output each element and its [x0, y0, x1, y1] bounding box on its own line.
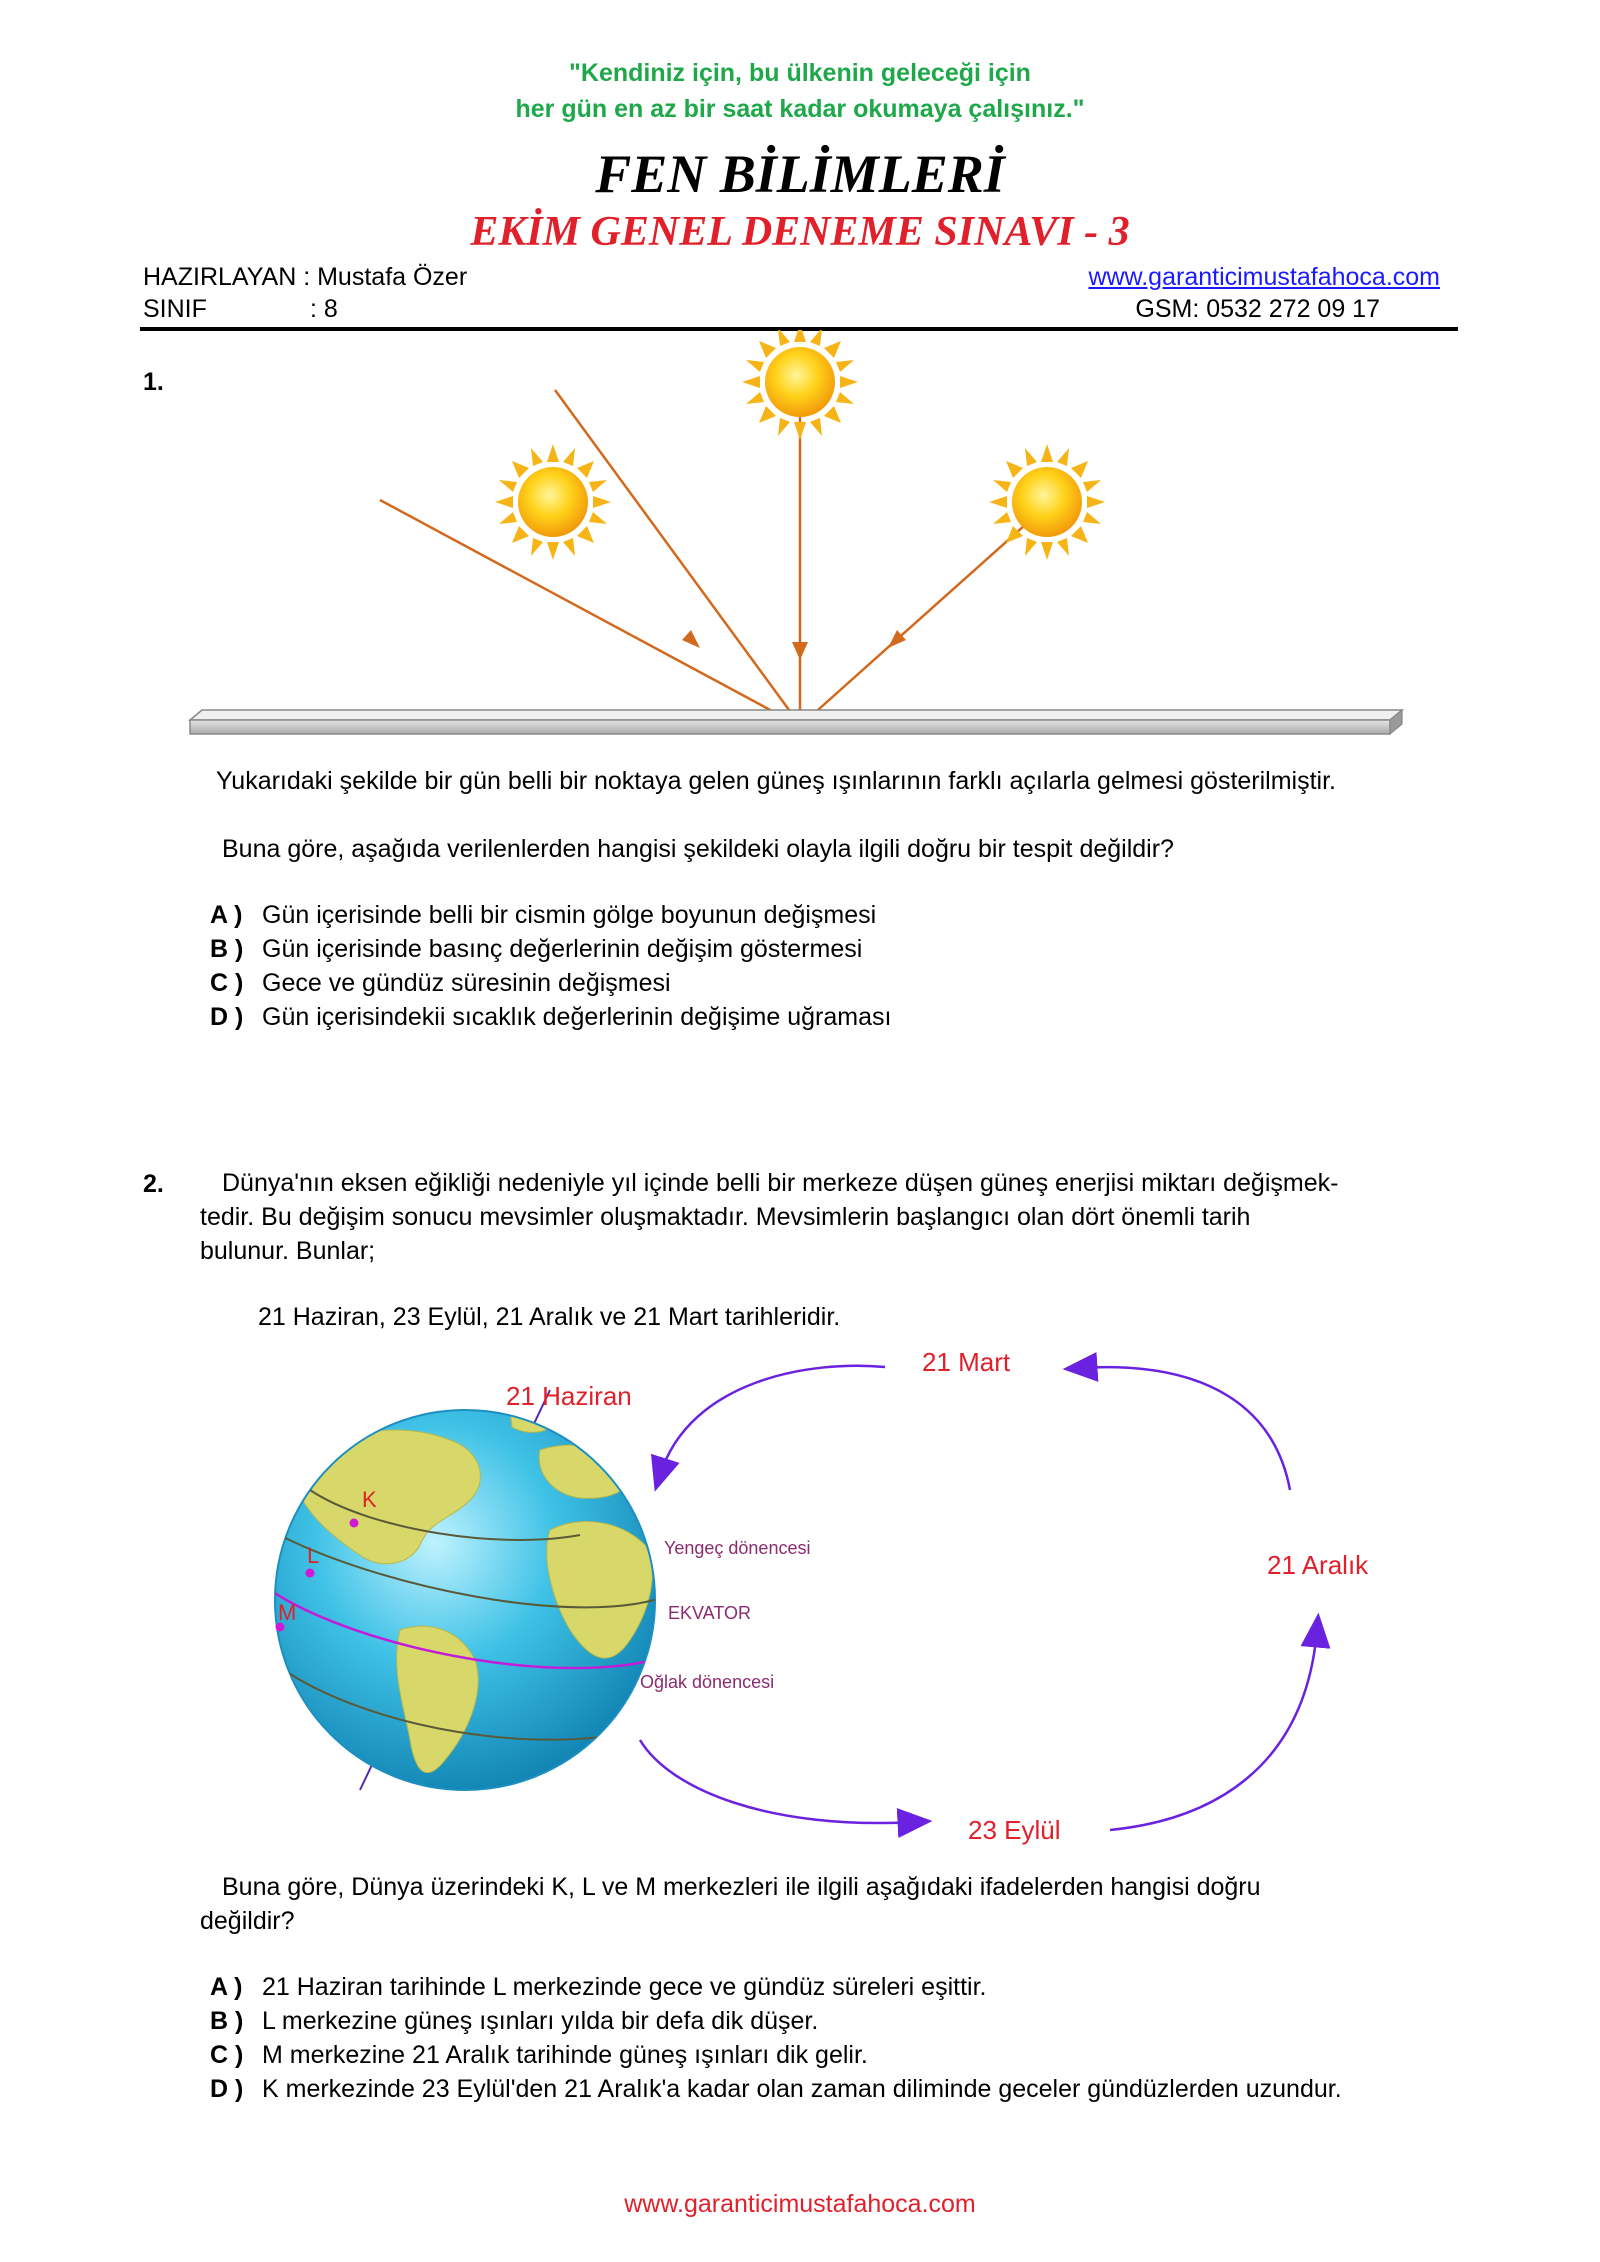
point-k-marker: [350, 1519, 359, 1528]
question-2-text-line-3: bulunur. Bunlar;: [200, 1237, 376, 1265]
question-1-text: Yukarıdaki şekilde bir gün belli bir noktaya gelen güneş ışınlarının farklı açılarla gelmesi gösterilmiştir.: [216, 767, 1336, 795]
ground-board: [190, 720, 1390, 734]
ray-arrowheads: [682, 630, 906, 660]
exam-subtitle: EKİM GENEL DENEME SINAVI - 3: [470, 209, 1130, 255]
label-equator: EKVATOR: [668, 1603, 752, 1623]
label-23-eylul: 23 Eylül: [968, 1815, 1061, 1845]
q1-option-a[interactable]: A ) Gün içerisinde belli bir cismin gölge boyunun değişmesi: [210, 901, 877, 929]
seasons-diagram: [250, 1330, 1420, 1890]
point-l-marker: [306, 1569, 315, 1578]
label-21-mart: 21 Mart: [922, 1347, 1011, 1377]
ground-board-top: [190, 710, 1402, 720]
sun-icon-left: [495, 444, 611, 560]
page-title: FEN BİLİMLERİ: [595, 144, 1005, 204]
q2-option-a[interactable]: A ) 21 Haziran tarihinde L merkezinde gece ve gündüz süreleri eşittir.: [210, 1973, 987, 2001]
author-label: HAZIRLAYAN : Mustafa Özer: [143, 263, 468, 291]
q1-option-c[interactable]: C ) Gece ve gündüz süresinin değişmesi: [210, 969, 671, 997]
sun-rays: [380, 385, 1053, 726]
label-point-m: M: [278, 1600, 297, 1625]
label-tropic-cancer: Yengeç dönencesi: [664, 1538, 811, 1558]
q2-option-c[interactable]: C ) M merkezine 21 Aralık tarihinde güneş ışınları dik gelir.: [210, 2041, 868, 2069]
motto-line-1: "Kendiniz için, bu ülkenin geleceği için: [569, 59, 1031, 87]
arrow-haziran-to-eylul: [640, 1740, 915, 1823]
label-21-haziran: 21 Haziran: [506, 1381, 632, 1411]
question-1-prompt: Buna göre, aşağıda verilenlerden hangisi şekildeki olayla ilgili doğru bir tespit değildir?: [222, 835, 1174, 863]
sun-rays-figure: [180, 330, 1420, 750]
question-1-number: 1.: [143, 368, 164, 396]
question-2-text-line-1: Dünya'nın eksen eğikliği nedeniyle yıl içinde belli bir merkeze düşen güneş enerjisi miktarı değişmek-: [222, 1169, 1339, 1197]
question-2-prompt-line-1: Buna göre, Dünya üzerindeki K, L ve M merkezleri ile ilgili aşağıdaki ifadelerden hangisi doğru: [222, 1873, 1261, 1901]
sun-icon-right: [989, 444, 1105, 560]
label-tropic-capricorn: Oğlak dönencesi: [640, 1672, 775, 1692]
arrow-eylul-to-aralik: [1110, 1630, 1317, 1830]
website-link[interactable]: [1088, 262, 1440, 292]
question-2-text-line-2: tedir. Bu değişim sonucu mevsimler oluşmaktadır. Mevsimlerin başlangıcı olan dört önemli tarih: [200, 1203, 1251, 1231]
arrow-mart-to-haziran: [660, 1366, 885, 1475]
phone-number: GSM: 0532 272 09 17: [1135, 295, 1380, 323]
q2-option-d[interactable]: D ) K merkezinde 23 Eylül'den 21 Aralık'a kadar olan zaman diliminde geceler gündüzlerden uzundur.: [210, 2075, 1342, 2103]
website-link-text[interactable]: www.garanticimustafahoca.com: [1088, 263, 1440, 291]
footer-website[interactable]: www.garanticimustafahoca.com: [624, 2190, 976, 2218]
sun-icon-top: [742, 330, 858, 440]
ray-vertical: [555, 390, 800, 725]
q1-option-b[interactable]: B ) Gün içerisinde basınç değerlerinin değişim göstermesi: [210, 935, 863, 963]
question-2-dates: 21 Haziran, 23 Eylül, 21 Aralık ve 21 Mart tarihleridir.: [258, 1303, 841, 1331]
class-label: SINIF: [143, 295, 207, 323]
label-point-k: K: [362, 1487, 377, 1512]
class-value: : 8: [310, 295, 338, 323]
motto-line-2: her gün en az bir saat kadar okumaya çalışınız.": [515, 95, 1085, 123]
label-point-l: L: [307, 1543, 320, 1568]
q1-option-d[interactable]: D ) Gün içerisindekii sıcaklık değerlerinin değişime uğraması: [210, 1003, 892, 1031]
question-2-prompt-line-2: değildir?: [200, 1907, 295, 1935]
q2-option-b[interactable]: B ) L merkezine güneş ışınları yılda bir defa dik düşer.: [210, 2007, 819, 2035]
question-2-number: 2.: [143, 1170, 164, 1198]
arrow-aralik-to-mart: [1080, 1367, 1290, 1490]
label-21-aralik: 21 Aralık: [1267, 1550, 1369, 1580]
